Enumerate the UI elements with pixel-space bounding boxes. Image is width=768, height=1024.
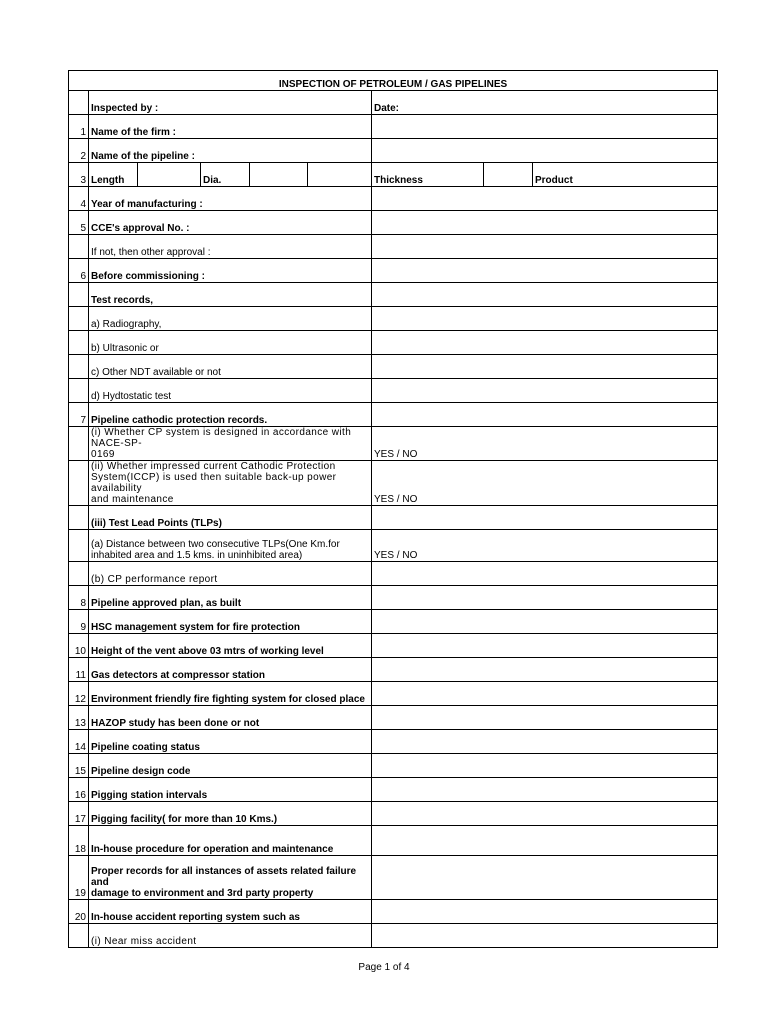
- table-row: [69, 403, 718, 427]
- item-label: (i) Near miss accident: [89, 924, 372, 948]
- item-label: Year of manufacturing :: [89, 187, 372, 211]
- item-value: [372, 187, 718, 211]
- table-row: [69, 682, 718, 706]
- row-number: [69, 530, 89, 562]
- inspection-table: [68, 70, 718, 948]
- title-row: [69, 71, 718, 91]
- table-row: [69, 115, 718, 139]
- page-number: Page 1 of 4: [358, 962, 410, 973]
- row-number: 11: [69, 658, 89, 682]
- row-number: [69, 379, 89, 403]
- row-number: [69, 924, 89, 948]
- item-label: (a) Distance between two consecutive TLPs(One Km.for inhabited area and 1.5 kms. in uninhibited area): [89, 530, 372, 562]
- row-number: [69, 307, 89, 331]
- item-value: [372, 259, 718, 283]
- row-number: 9: [69, 610, 89, 634]
- item-label: c) Other NDT available or not: [89, 355, 372, 379]
- thickness-value: [484, 163, 533, 187]
- table-row: [69, 461, 718, 506]
- row-number: 14: [69, 730, 89, 754]
- item-value: [372, 115, 718, 139]
- item-value: YES / NO: [372, 530, 718, 562]
- table-row: [69, 355, 718, 379]
- table-row: [69, 139, 718, 163]
- item-value: [372, 586, 718, 610]
- product-label: Product: [533, 163, 718, 187]
- row-number: 8: [69, 586, 89, 610]
- table-row: [69, 730, 718, 754]
- row-number: 10: [69, 634, 89, 658]
- table-row: [69, 634, 718, 658]
- row-number: [69, 355, 89, 379]
- item-label: b) Ultrasonic or: [89, 331, 372, 355]
- dia-label: Dia.: [201, 163, 250, 187]
- item-value: [372, 610, 718, 634]
- table-row: [69, 856, 718, 900]
- row-number: [69, 235, 89, 259]
- item-value: [372, 706, 718, 730]
- item-value: [372, 139, 718, 163]
- item-value: [372, 283, 718, 307]
- item-label: In-house accident reporting system such as: [89, 900, 372, 924]
- item-label: CCE's approval No. :: [89, 211, 372, 235]
- row-number: 13: [69, 706, 89, 730]
- item-value: [372, 331, 718, 355]
- row-number: [69, 562, 89, 586]
- table-row: [69, 235, 718, 259]
- row-number: [69, 331, 89, 355]
- item-label: Name of the firm :: [89, 115, 372, 139]
- date-label: Date:: [372, 91, 718, 115]
- item-label: Proper records for all instances of assets related failure and damage to environment and 3rd party property: [89, 856, 372, 900]
- item-label: Gas detectors at compressor station: [89, 658, 372, 682]
- item-label: Pigging facility( for more than 10 Kms.): [89, 802, 372, 826]
- item-value: [372, 211, 718, 235]
- table-row: [69, 331, 718, 355]
- item-value: [372, 826, 718, 856]
- row-number: [69, 283, 89, 307]
- item-label: Test records,: [89, 283, 372, 307]
- row-number: [69, 427, 89, 461]
- row-number: 20: [69, 900, 89, 924]
- item-label: (i) Whether CP system is designed in accordance with NACE-SP- 0169: [89, 427, 372, 461]
- item-label: Height of the vent above 03 mtrs of working level: [89, 634, 372, 658]
- item-label: (b) CP performance report: [89, 562, 372, 586]
- item-value: [372, 802, 718, 826]
- item-label: Pipeline cathodic protection records.: [89, 403, 372, 427]
- table-row: [69, 427, 718, 461]
- table-row: [69, 307, 718, 331]
- item-label: Name of the pipeline :: [89, 139, 372, 163]
- row-number: 19: [69, 856, 89, 900]
- item-value: [372, 403, 718, 427]
- row-number: 5: [69, 211, 89, 235]
- table-row: [69, 211, 718, 235]
- length-value: [138, 163, 201, 187]
- item-value: [372, 856, 718, 900]
- row-number: 1: [69, 115, 89, 139]
- item-value: [372, 682, 718, 706]
- item-label: d) Hydtostatic test: [89, 379, 372, 403]
- inspection-form: [68, 70, 717, 948]
- item-value: [372, 235, 718, 259]
- length-label: Length: [89, 163, 138, 187]
- item-value: YES / NO: [372, 427, 718, 461]
- row-number: 17: [69, 802, 89, 826]
- item-label: Pipeline approved plan, as built: [89, 586, 372, 610]
- row-number: 2: [69, 139, 89, 163]
- table-row: [69, 187, 718, 211]
- dia-extra: [308, 163, 372, 187]
- table-row: [69, 562, 718, 586]
- row-number: 16: [69, 778, 89, 802]
- table-row: [69, 379, 718, 403]
- item-value: [372, 900, 718, 924]
- table-row: [69, 259, 718, 283]
- row-number: 12: [69, 682, 89, 706]
- row-number: 6: [69, 259, 89, 283]
- item-value: [372, 562, 718, 586]
- row-number: 7: [69, 403, 89, 427]
- table-row: [69, 91, 718, 115]
- row-number: 3: [69, 163, 89, 187]
- row-number: [69, 506, 89, 530]
- table-row: [69, 802, 718, 826]
- form-title: INSPECTION OF PETROLEUM / GAS PIPELINES: [69, 71, 718, 91]
- table-row: [69, 706, 718, 730]
- item-value: [372, 355, 718, 379]
- item-label: Before commissioning :: [89, 259, 372, 283]
- inspected-by-label: Inspected by :: [89, 91, 372, 115]
- table-row: [69, 658, 718, 682]
- item-label: (iii) Test Lead Points (TLPs): [89, 506, 372, 530]
- item-label: Pigging station intervals: [89, 778, 372, 802]
- table-row: [69, 283, 718, 307]
- item-value: YES / NO: [372, 461, 718, 506]
- table-row: [69, 924, 718, 948]
- row-number: [69, 461, 89, 506]
- item-label: Environment friendly fire fighting system for closed place: [89, 682, 372, 706]
- table-row: [69, 900, 718, 924]
- item-value: [372, 379, 718, 403]
- table-row: [69, 163, 718, 187]
- table-row: [69, 826, 718, 856]
- item-label: If not, then other approval :: [89, 235, 372, 259]
- table-row: [69, 586, 718, 610]
- item-value: [372, 924, 718, 948]
- item-value: [372, 634, 718, 658]
- table-row: [69, 778, 718, 802]
- item-label: (ii) Whether impressed current Cathodic Protection System(ICCP) is used then suitable back-up power availability and maintenance: [89, 461, 372, 506]
- item-label: Pipeline design code: [89, 754, 372, 778]
- dia-value: [250, 163, 308, 187]
- item-value: [372, 730, 718, 754]
- row-number: 15: [69, 754, 89, 778]
- thickness-label: Thickness: [372, 163, 484, 187]
- item-label: HSC management system for fire protection: [89, 610, 372, 634]
- item-label: a) Radiography,: [89, 307, 372, 331]
- row-number: 4: [69, 187, 89, 211]
- item-value: [372, 307, 718, 331]
- item-value: [372, 658, 718, 682]
- item-label: Pipeline coating status: [89, 730, 372, 754]
- item-label: HAZOP study has been done or not: [89, 706, 372, 730]
- row-number: [69, 91, 89, 115]
- table-row: [69, 610, 718, 634]
- item-value: [372, 754, 718, 778]
- item-value: [372, 778, 718, 802]
- item-label: In-house procedure for operation and maintenance: [89, 826, 372, 856]
- table-row: [69, 506, 718, 530]
- table-row: [69, 530, 718, 562]
- row-number: 18: [69, 826, 89, 856]
- item-value: [372, 506, 718, 530]
- table-row: [69, 754, 718, 778]
